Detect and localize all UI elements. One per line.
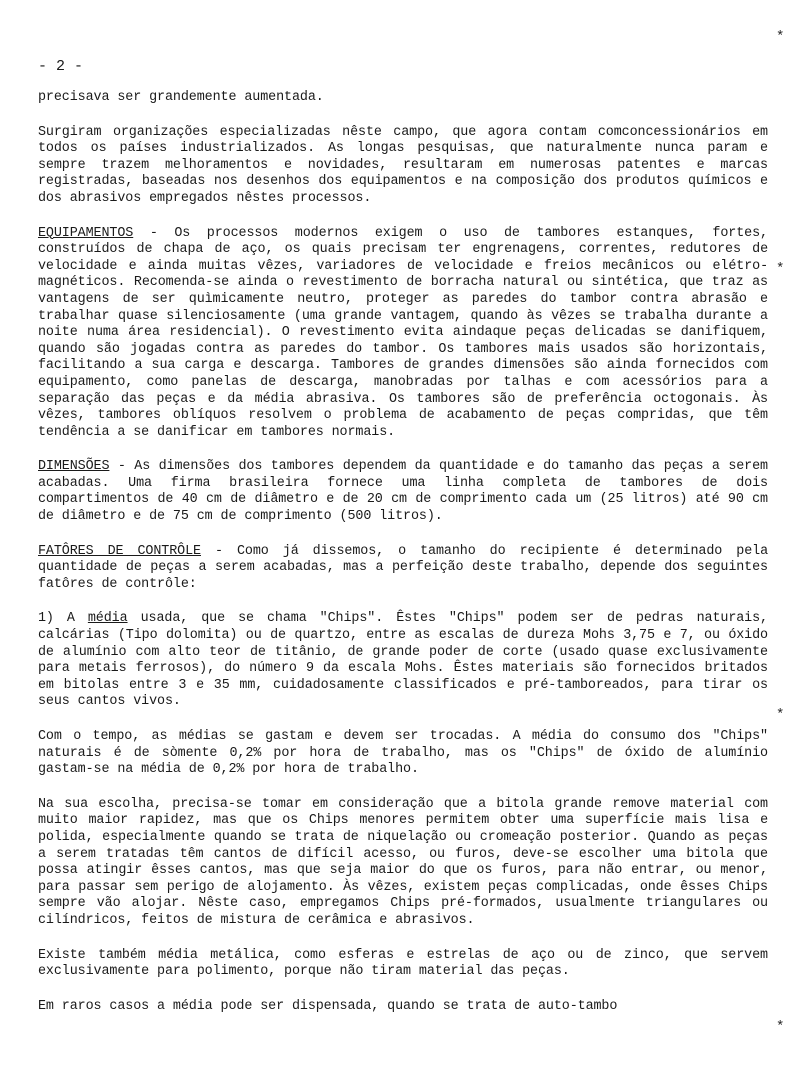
item-1-media: [38, 611, 768, 711]
paragraph-consumo: [38, 729, 768, 779]
section-dimensoes: [38, 459, 768, 525]
paragraph-text: Com o tempo, as médias se gastam e devem ser trocadas. A média do consumo dos "Chips" naturais é de sòmente 0,2% por hora de trabalho, mas os "Chips" de óxido de alumínio gastam-se na média de 0,2% por hora de trabalho.: [38, 729, 768, 778]
paragraph-text: usada, que se chama "Chips". Êstes "Chips" podem ser de pedras naturais, calcárias (Tipo dolomita) ou de quartzo, entre as escalas de dureza Mohs 3,75 e 7, ou óxido de alumínio com alto teor de titânio, de grande poder de corte (usado quase exclusivamente para metais ferrosos), do número 9 da escala Mohs. Êstes materiais são fornecidos britados em bitolas entre 3 e 35 mm, cuidadosamente classificados e pré-tamboreados, para tirar os seus cantos vivos.: [38, 611, 768, 710]
section-heading: FATÔRES DE CONTRÔLE: [38, 543, 201, 559]
margin-mark: *: [776, 261, 785, 277]
page-number: - 2 -: [38, 58, 84, 75]
paragraph-text: - Como já dissemos, o tamanho do recipiente é determinado pela quantidade de peças a serem acabadas, mas a perfeição deste trabalho, depende dos seguintes fatôres de contrôle:: [38, 543, 769, 592]
document-page: [38, 58, 768, 1015]
margin-mark: *: [776, 1019, 785, 1035]
margin-mark: *: [776, 29, 785, 45]
section-equipamentos: [38, 226, 768, 442]
paragraph-2: [38, 125, 768, 208]
paragraph-final: [38, 999, 768, 1016]
paragraph-text: Surgiram organizações especializadas nêste campo, que agora contam comconcessionários em todos os países industrializados. As longas pesquisas, que naturalmente nunca param e sempre trazem melhoramentos e novidades, resultaram em numerosas patentes e marcas registradas, baseadas nos desenhos dos equipamentos e na composição dos produtos químicos e dos abrasivos empregados nêstes processos.: [38, 124, 768, 206]
section-heading: DIMENSÕES: [38, 459, 110, 475]
paragraph-text: precisava ser grandemente aumentada.: [38, 90, 324, 105]
underlined-term: média: [87, 611, 128, 627]
paragraph-text: Na sua escolha, precisa-se tomar em consideração que a bitola grande remove material com muito maior rapidez, mas que os Chips menores permitem obter uma superfície mais lisa e polida, especialmente quando se trata de niquelação ou cromeação posterior. Quando as peças a serem tratadas têm cantos de difícil acesso, ou furos, deve-se escolher uma bitola que possa atingir êsses cantos, mas que seja maior do que os furos, para não entrar, ou menor, para passar sem perigo de alojamento. Às vêzes, existem peças complicadas, onde êsses Chips sempre vão alojar. Nêste caso, empregamos Chips pré-formados, usualmente triangulares ou cilíndricos, feitos de mistura de cerâmica e abrasivos.: [38, 796, 768, 928]
paragraph-1: [38, 90, 768, 107]
item-prefix: 1) A: [38, 611, 88, 627]
paragraph-media-metalica: [38, 948, 768, 981]
section-fatores: [38, 544, 768, 594]
section-heading: EQUIPAMENTOS: [38, 225, 134, 241]
paragraph-text: - Os processos modernos exigem o uso de tambores estanques, fortes, construídos de chapa de aço, os quais precisam ter engrenagens, correntes, redutores de velocidade e ainda muitas vêzes, variadores de velocidade e freios mecânicos ou elétro-magnéticos. Recomenda-se ainda o revestimento de borracha natural ou sintética, que traz as vantagens de ser quìmicamente neutro, proteger as paredes do tambor contra abrasão e trabalhar quase silenciosamente (uma grande vantagem, quando às vêzes se trabalha durante a noite numa área residencial). O revestimento evita aindaque peças delicadas se danifiquem, quando são jogadas contra as paredes do tambor. Os tambores mais usados são horizontais, facilitando a sua carga e descarga. Tambores de grandes dimensões são ainda fornecidos com equipamento, como panelas de descarga, manobradas por talhas e com acessórios para a separação das peças e da média abrasiva. Os tambores são de preferência octogonais. Às vêzes, tambores oblíquos resolvem o problema de acabamento de peças compridas, que têm tendência a se danificar em tambores normais.: [38, 225, 768, 440]
paragraph-text: Em raros casos a média pode ser dispensada, quando se trata de auto-tambo: [38, 998, 618, 1014]
paragraph-text: - As dimensões dos tambores dependem da quantidade e do tamanho das peças a serem acabadas. Uma firma brasileira fornece uma linha completa de tambores de dois compartimentos de 40 cm de diâmetro e de 20 cm de comprimento cada um (25 litros) até 90 cm de diâmetro e de 75 cm de comprimento (500 litros).: [38, 459, 768, 525]
margin-mark: *: [776, 707, 785, 723]
paragraph-text: Existe também média metálica, como esferas e estrelas de aço ou de zinco, que servem exclusivamente para polimento, porque não tiram material das peças.: [38, 947, 768, 980]
paragraph-escolha: [38, 797, 768, 930]
